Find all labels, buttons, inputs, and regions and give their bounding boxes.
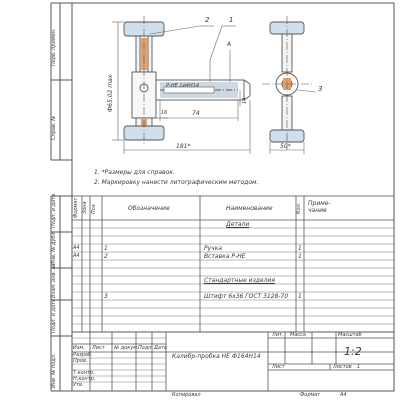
row-pos: 1 [104, 245, 108, 252]
tb-label-date: Дата [154, 345, 167, 351]
strip-label: Инв. № подл. [51, 353, 57, 388]
doc-title: Калибр-пробка НЕ Ф164Н14 [172, 353, 261, 360]
row-name: Ручка [204, 245, 223, 252]
note-1: 1. *Размеры для справок. [94, 169, 175, 176]
row-qty: 1 [298, 253, 302, 260]
dimension-16: 16 [161, 110, 168, 116]
dimension-overall: 181* [176, 143, 191, 150]
header-name: Наименование [226, 205, 273, 212]
footer-format-value: А4 [340, 392, 347, 398]
row-qty: 1 [298, 245, 302, 252]
tb-label-docnum: № докум. [114, 345, 139, 351]
footer-copied: Копировал [172, 392, 201, 398]
tb-label-change: Изм. [73, 345, 85, 351]
header-designation: Обозначение [128, 205, 170, 212]
title-block-lines [72, 332, 394, 391]
header-zone: Зона [82, 201, 88, 214]
row-pos: 2 [104, 253, 108, 260]
dimension-50: 50* [280, 143, 291, 150]
header-pos: Поз. [91, 202, 97, 214]
strip-label: Подп. и дата [51, 298, 57, 333]
tb-label-sheet: Лист [92, 345, 105, 351]
header-qty: Кол. [296, 202, 302, 214]
tb-role-checker: Пров. [73, 358, 88, 364]
row-pos: 3 [104, 293, 108, 300]
tb-role-tcontrol: Т.контр. [73, 370, 95, 376]
gauge-front-view [262, 16, 312, 150]
tb-label-sign: Подп. [138, 345, 154, 351]
strip-label: Взам. инв. № [51, 264, 57, 298]
tb-sheet-label: Лист [272, 364, 285, 370]
tb-sheets-value: 1 [357, 364, 361, 370]
tb-col-mass: Масса [290, 332, 306, 338]
callout-3: 3 [318, 85, 323, 93]
strip-label: Подп. и дата [51, 193, 57, 228]
row-format: А4 [73, 253, 80, 259]
plug-marking: Р-НЕ 1й4Н14 [166, 83, 200, 89]
tb-role-ncontrol: Н.контр. [73, 376, 96, 382]
note-2: 2. Маркировку нанести литографическим методом. [94, 179, 259, 186]
callout-1: 1 [229, 16, 234, 24]
strip-label: Справ. № [51, 115, 57, 140]
tb-role-approved: Утв. [73, 382, 84, 388]
dimension-74: 74 [192, 110, 200, 117]
section-title-details: Детали [226, 221, 250, 228]
tb-sheets-label: Листов [333, 364, 352, 370]
spec-table-lines [72, 196, 394, 332]
row-name: Штифт 6х36 ГОСТ 3128-70 [204, 293, 289, 300]
tb-scale-value: 1:2 [344, 345, 362, 358]
row-format: А4 [73, 245, 80, 251]
row-name: Вставка Р-НЕ [204, 253, 246, 260]
tb-col-scale: Масштаб [338, 332, 362, 338]
header-format: Формат [73, 197, 79, 218]
callout-2: 2 [205, 16, 210, 24]
footer-format: Формат [300, 392, 321, 398]
dimension-14: 14 [242, 97, 248, 104]
header-note: Приме-чание [308, 200, 331, 215]
gauge-side-view [124, 16, 250, 146]
row-qty: 1 [298, 293, 302, 300]
tb-col-lit: Лит. [272, 332, 284, 338]
strip-label: Инв. № дубл. [51, 230, 57, 265]
section-title-standard: Стандартные изделия [204, 277, 275, 284]
strip-label: Перв. примен. [51, 28, 57, 66]
dimension-diameter: Ф65,02 max [107, 74, 114, 112]
tb-role-developer: Разраб. [73, 352, 93, 358]
callout-A: A [227, 41, 232, 48]
